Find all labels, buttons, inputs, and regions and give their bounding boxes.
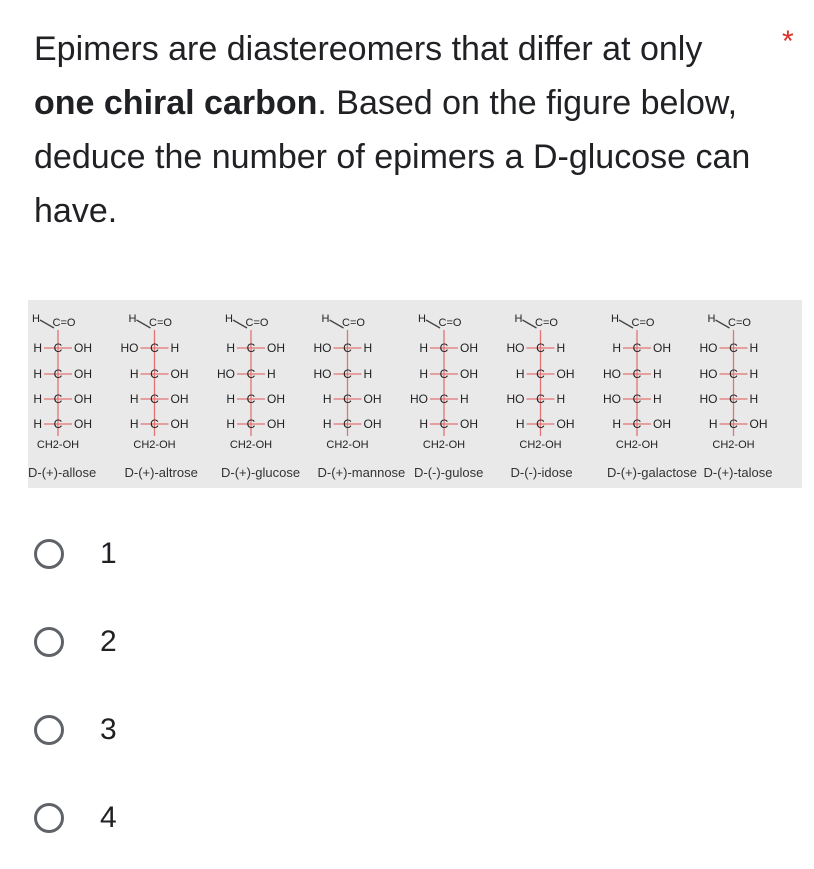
hydroxyl-label: HO xyxy=(313,341,332,355)
sugar-name-label: D-(+)-galactose xyxy=(607,465,697,480)
hydroxyl-label: OH xyxy=(363,392,382,406)
hydroxyl-label: OH xyxy=(749,417,768,431)
hydrogen-label: H xyxy=(33,417,42,431)
fischer-projection-figure xyxy=(28,300,802,488)
chiral-carbon-label: C xyxy=(246,367,256,381)
aldehyde-h-label: H xyxy=(321,313,330,325)
hydroxyl-label: OH xyxy=(74,367,92,381)
aldehyde-group-label: C=O xyxy=(438,317,462,329)
hydrogen-label: H xyxy=(612,417,621,431)
chiral-carbon-label: C xyxy=(632,392,642,406)
hydrogen-label: H xyxy=(460,392,469,406)
answer-options xyxy=(34,510,117,862)
aldehyde-group-label: C=O xyxy=(631,317,655,329)
option-3[interactable] xyxy=(34,686,117,774)
hydrogen-label: H xyxy=(226,341,235,355)
chiral-carbon-label: C xyxy=(53,392,63,406)
hydroxyl-label: OH xyxy=(460,367,478,381)
option-label: 2 xyxy=(100,625,117,658)
aldehyde-h-label: H xyxy=(514,313,523,325)
hydrogen-label: H xyxy=(170,341,180,355)
hydrogen-label: H xyxy=(322,392,332,406)
hydroxyl-label: HO xyxy=(217,367,235,381)
sugar-name-label: D-(+)-allose xyxy=(28,465,97,480)
hydrogen-label: H xyxy=(515,367,525,381)
hydrogen-label: H xyxy=(419,417,428,431)
chiral-carbon-label: C xyxy=(343,367,352,381)
hydrogen-label: H xyxy=(322,417,332,431)
chiral-carbon-label: C xyxy=(439,417,449,431)
terminal-group-label: CH2-OH xyxy=(326,439,369,451)
chiral-carbon-label: C xyxy=(246,417,256,431)
hydrogen-label: H xyxy=(653,367,662,381)
sugar-name-label: D-(+)-altrose xyxy=(124,465,198,480)
chiral-carbon-label: C xyxy=(536,367,545,381)
hydrogen-label: H xyxy=(267,367,276,381)
chiral-carbon-label: C xyxy=(343,392,352,406)
sugar-name-label: D-(+)-glucose xyxy=(221,465,301,480)
hydroxyl-label: HO xyxy=(506,341,525,355)
option-1[interactable] xyxy=(34,510,117,598)
chiral-carbon-label: C xyxy=(536,392,545,406)
question-text-bold: one chiral carbon xyxy=(34,84,318,122)
option-2[interactable] xyxy=(34,598,117,686)
chiral-carbon-label: C xyxy=(729,417,738,431)
hydroxyl-label: HO xyxy=(699,392,718,406)
hydrogen-label: H xyxy=(129,367,139,381)
hydroxyl-label: HO xyxy=(120,341,139,355)
chiral-carbon-label: C xyxy=(150,367,159,381)
hydroxyl-label: OH xyxy=(653,341,671,355)
hydrogen-label: H xyxy=(749,341,759,355)
option-label: 3 xyxy=(100,713,117,746)
chiral-carbon-label: C xyxy=(632,341,642,355)
chiral-carbon-label: C xyxy=(439,367,449,381)
chiral-carbon-label: C xyxy=(150,392,159,406)
hydrogen-label: H xyxy=(226,392,235,406)
hydroxyl-label: OH xyxy=(74,392,92,406)
hydroxyl-label: OH xyxy=(556,417,575,431)
aldehyde-group-label: C=O xyxy=(149,317,172,329)
terminal-group-label: CH2-OH xyxy=(615,439,659,451)
hydrogen-label: H xyxy=(419,341,428,355)
option-label: 1 xyxy=(100,537,117,570)
aldehyde-h-label: H xyxy=(128,313,137,325)
hydrogen-label: H xyxy=(515,417,525,431)
hydroxyl-label: OH xyxy=(267,341,285,355)
aldehyde-h-label: H xyxy=(611,313,619,325)
question-text-part2: . Based on the figure below, deduce the number of epimers a D-glucose can have. xyxy=(34,84,751,230)
sugar-name-label: D-(-)-idose xyxy=(510,465,573,480)
hydroxyl-label: OH xyxy=(653,417,671,431)
sugar-name-row xyxy=(28,462,802,484)
aldehyde-h-label: H xyxy=(418,313,426,325)
chiral-carbon-label: C xyxy=(536,417,545,431)
terminal-group-label: CH2-OH xyxy=(519,439,562,451)
hydrogen-label: H xyxy=(708,417,718,431)
hydroxyl-label: HO xyxy=(603,367,621,381)
chiral-carbon-label: C xyxy=(729,392,738,406)
question-text-part1: Epimers are diastereomers that differ at only xyxy=(34,30,703,68)
hydroxyl-label: HO xyxy=(603,392,621,406)
hydrogen-label: H xyxy=(653,392,662,406)
terminal-group-label: CH2-OH xyxy=(133,439,176,451)
aldehyde-h-label: H xyxy=(225,313,233,325)
hydrogen-label: H xyxy=(749,367,759,381)
hydroxyl-label: HO xyxy=(506,392,525,406)
chiral-carbon-label: C xyxy=(343,341,352,355)
hydroxyl-label: OH xyxy=(460,341,478,355)
chiral-carbon-label: C xyxy=(536,341,545,355)
chiral-carbon-label: C xyxy=(729,341,738,355)
chiral-carbon-label: C xyxy=(150,417,159,431)
hydrogen-label: H xyxy=(129,392,139,406)
hydrogen-label: H xyxy=(33,367,42,381)
hydroxyl-label: OH xyxy=(170,417,189,431)
chiral-carbon-label: C xyxy=(632,367,642,381)
hydrogen-label: H xyxy=(363,367,373,381)
aldehyde-group-label: C=O xyxy=(342,317,365,329)
hydroxyl-label: HO xyxy=(699,367,718,381)
aldehyde-h-label: H xyxy=(32,313,40,325)
terminal-group-label: CH2-OH xyxy=(229,439,273,451)
hydroxyl-label: OH xyxy=(556,367,575,381)
hydrogen-label: H xyxy=(363,341,373,355)
hydrogen-label: H xyxy=(556,341,566,355)
hydroxyl-label: OH xyxy=(170,392,189,406)
chiral-carbon-label: C xyxy=(246,341,256,355)
chiral-carbon-label: C xyxy=(439,341,449,355)
terminal-group-label: CH2-OH xyxy=(712,439,755,451)
hydrogen-label: H xyxy=(749,392,759,406)
radio-button-icon[interactable] xyxy=(34,539,64,569)
radio-button-icon[interactable] xyxy=(34,715,64,745)
hydrogen-label: H xyxy=(556,392,566,406)
radio-button-icon[interactable] xyxy=(34,803,64,833)
hydrogen-label: H xyxy=(419,367,428,381)
chiral-carbon-label: C xyxy=(53,367,63,381)
chiral-carbon-label: C xyxy=(53,417,63,431)
option-4[interactable] xyxy=(34,774,117,862)
sugar-name-label: D-(+)-talose xyxy=(703,465,773,480)
hydroxyl-label: OH xyxy=(460,417,478,431)
hydrogen-label: H xyxy=(129,417,139,431)
hydroxyl-label: HO xyxy=(699,341,718,355)
hydroxyl-label: OH xyxy=(267,417,285,431)
required-asterisk: * xyxy=(782,25,794,58)
sugar-name-label: D-(+)-mannose xyxy=(317,465,406,480)
chiral-carbon-label: C xyxy=(729,367,738,381)
aldehyde-group-label: C=O xyxy=(728,317,751,329)
hydroxyl-label: OH xyxy=(363,417,382,431)
chiral-carbon-label: C xyxy=(632,417,642,431)
hydroxyl-label: HO xyxy=(313,367,332,381)
hydrogen-label: H xyxy=(33,341,42,355)
hydroxyl-label: HO xyxy=(410,392,428,406)
hydroxyl-label: OH xyxy=(267,392,285,406)
chiral-carbon-label: C xyxy=(53,341,63,355)
hydrogen-label: H xyxy=(612,341,621,355)
chiral-carbon-label: C xyxy=(150,341,159,355)
chiral-carbon-label: C xyxy=(246,392,256,406)
question-text xyxy=(34,22,764,238)
aldehyde-group-label: C=O xyxy=(52,317,76,329)
radio-button-icon[interactable] xyxy=(34,627,64,657)
aldehyde-group-label: C=O xyxy=(535,317,558,329)
sugar-name-label: D-(-)-gulose xyxy=(414,465,484,480)
option-label: 4 xyxy=(100,801,117,834)
terminal-group-label: CH2-OH xyxy=(422,439,466,451)
terminal-group-label: CH2-OH xyxy=(36,439,80,451)
hydrogen-label: H xyxy=(226,417,235,431)
hydroxyl-label: OH xyxy=(74,341,92,355)
aldehyde-group-label: C=O xyxy=(245,317,269,329)
fischer-projections xyxy=(28,300,802,460)
chiral-carbon-label: C xyxy=(343,417,352,431)
hydrogen-label: H xyxy=(33,392,42,406)
aldehyde-h-label: H xyxy=(707,313,716,325)
hydroxyl-label: OH xyxy=(74,417,92,431)
chiral-carbon-label: C xyxy=(439,392,449,406)
hydroxyl-label: OH xyxy=(170,367,189,381)
